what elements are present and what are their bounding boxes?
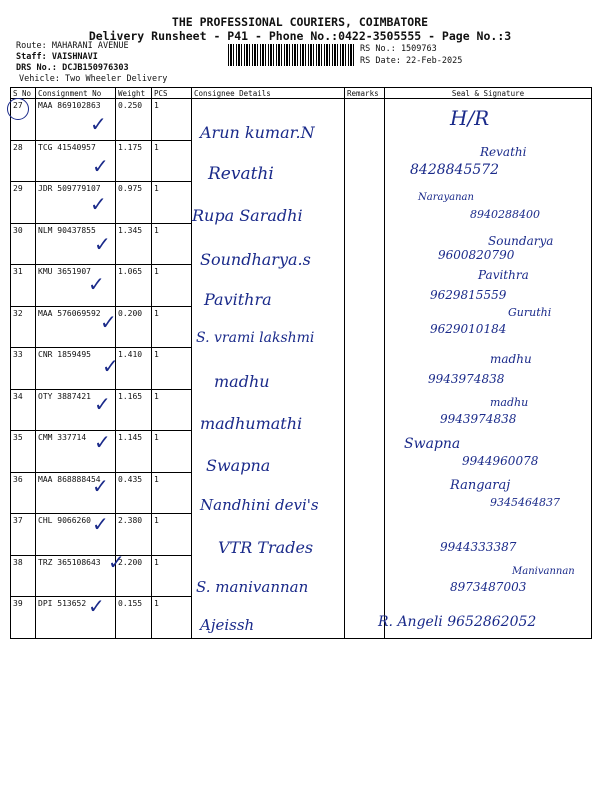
pcs-cell: 1 <box>152 514 192 556</box>
handwritten-signature: Pavithra <box>478 268 529 282</box>
rs-number: RS No.: 1509763 <box>360 44 437 54</box>
drs-value: DCJB150976303 <box>62 63 129 73</box>
consignment-cell: TCG 41540957 <box>36 140 116 182</box>
check-mark-icon: ✓ <box>94 430 111 454</box>
remarks-cell <box>345 306 385 348</box>
weight-cell: 1.345 <box>116 223 152 265</box>
handwritten-signature: madhu <box>490 352 532 366</box>
consignment-cell: DPI 513652 <box>36 597 116 639</box>
pcs-cell: 1 <box>152 431 192 473</box>
handwritten-name: S. manivannan <box>196 578 309 596</box>
sno-cell: 30 <box>11 223 36 265</box>
sno-cell: 32 <box>11 306 36 348</box>
drs-line <box>16 63 129 73</box>
remarks-cell <box>345 99 385 141</box>
sno-cell: 27 <box>11 99 36 141</box>
pcs-cell: 1 <box>152 223 192 265</box>
col-consignee: Consignee Details <box>192 88 345 99</box>
rs-date: RS Date: 22-Feb-2025 <box>360 56 463 66</box>
handwritten-signature: Guruthi <box>508 306 552 319</box>
col-consignment: Consignment No <box>36 88 116 99</box>
check-mark-icon: ✓ <box>92 512 109 536</box>
check-mark-icon: ✓ <box>108 550 125 574</box>
remarks-cell <box>345 140 385 182</box>
col-weight: Weight <box>116 88 152 99</box>
remarks-cell <box>345 431 385 473</box>
pcs-cell: 1 <box>152 348 192 390</box>
vehicle-line: Vehicle: Two Wheeler Delivery <box>19 74 168 84</box>
check-mark-icon: ✓ <box>90 192 107 216</box>
consignment-cell: OTY 3887421 <box>36 389 116 431</box>
handwritten-name: Revathi <box>208 164 274 184</box>
handwritten-phone: 9600820790 <box>438 248 515 262</box>
handwritten-signature: Narayanan <box>418 192 474 203</box>
consignment-cell: CHL 9066260 <box>36 514 116 556</box>
consignment-cell: TRZ 365108643 <box>36 555 116 597</box>
consignment-cell: CNR 1859495 <box>36 348 116 390</box>
handwritten-phone: 9629010184 <box>430 322 507 336</box>
remarks-cell <box>345 223 385 265</box>
check-mark-icon: ✓ <box>92 474 109 498</box>
weight-cell: 0.250 <box>116 99 152 141</box>
remarks-cell <box>345 514 385 556</box>
handwritten-phone: 9629815559 <box>430 288 507 302</box>
handwritten-signature: Soundarya <box>488 234 554 248</box>
route-value: MAHARANI AVENUE <box>51 41 129 51</box>
check-mark-icon: ✓ <box>90 112 107 136</box>
handwritten-signature: R. Angeli 9652862052 <box>378 614 537 630</box>
remarks-cell <box>345 182 385 224</box>
weight-cell: 0.975 <box>116 182 152 224</box>
weight-cell: 1.410 <box>116 348 152 390</box>
consignment-cell: MAA 869102863 <box>36 99 116 141</box>
pcs-cell: 1 <box>152 99 192 141</box>
barcode <box>228 44 355 66</box>
remarks-cell <box>345 472 385 514</box>
remarks-cell <box>345 389 385 431</box>
remarks-cell <box>345 265 385 307</box>
check-mark-icon: ✓ <box>94 392 111 416</box>
consignment-cell: MAA 576069592 <box>36 306 116 348</box>
check-mark-icon: ✓ <box>100 310 117 334</box>
handwritten-phone: 9944333387 <box>440 540 517 554</box>
sno-cell: 35 <box>11 431 36 473</box>
weight-cell: 0.200 <box>116 306 152 348</box>
check-mark-icon: ✓ <box>92 154 109 178</box>
sno-cell: 33 <box>11 348 36 390</box>
sno-cell: 31 <box>11 265 36 307</box>
col-pcs: PCS <box>152 88 192 99</box>
handwritten-name: Swapna <box>206 456 271 475</box>
check-mark-icon: ✓ <box>88 272 105 296</box>
handwritten-signature: Rangaraj <box>450 478 511 493</box>
weight-cell: 0.155 <box>116 597 152 639</box>
drs-label: DRS No.: <box>16 63 57 73</box>
handwritten-signature: Manivannan <box>512 566 575 577</box>
weight-cell: 2.200 <box>116 555 152 597</box>
consignment-cell: MAA 868888454 <box>36 472 116 514</box>
sno-cell: 29 <box>11 182 36 224</box>
handwritten-name: madhumathi <box>200 414 303 433</box>
weight-cell: 2.380 <box>116 514 152 556</box>
handwritten-signature: madhu <box>490 396 529 409</box>
handwritten-name: madhu <box>214 372 270 391</box>
weight-cell: 1.065 <box>116 265 152 307</box>
sno-cell: 28 <box>11 140 36 182</box>
handwritten-name: Arun kumar.N <box>200 123 315 142</box>
staff-label: Staff: <box>16 52 47 62</box>
handwritten-name: VTR Trades <box>218 538 314 557</box>
handwritten-phone: 9943974838 <box>428 372 505 386</box>
pcs-cell: 1 <box>152 555 192 597</box>
handwritten-phone: 8428845572 <box>410 162 500 178</box>
consignment-cell: CMM 337714 <box>36 431 116 473</box>
pcs-cell: 1 <box>152 306 192 348</box>
col-sno: S No <box>11 88 36 99</box>
handwritten-signature: Swapna <box>404 436 461 452</box>
pcs-cell: 1 <box>152 597 192 639</box>
col-seal: Seal & Signature <box>385 88 592 99</box>
route-label: Route: <box>16 41 47 51</box>
handwritten-name: Ajeissh <box>200 616 255 634</box>
remarks-cell <box>345 348 385 390</box>
circled-serial-mark <box>7 98 29 120</box>
staff-value: VAISHNAVI <box>51 52 98 62</box>
pcs-cell: 1 <box>152 389 192 431</box>
check-mark-icon: ✓ <box>94 232 111 256</box>
check-mark-icon: ✓ <box>88 594 105 618</box>
col-remarks: Remarks <box>345 88 385 99</box>
handwritten-signature: H/R <box>450 106 490 130</box>
pcs-cell: 1 <box>152 140 192 182</box>
pcs-cell: 1 <box>152 182 192 224</box>
handwritten-phone: 8973487003 <box>450 580 527 594</box>
handwritten-name: Pavithra <box>204 290 272 309</box>
weight-cell: 0.435 <box>116 472 152 514</box>
handwritten-phone: 9943974838 <box>440 412 517 426</box>
handwritten-name: Nandhini devi's <box>200 496 319 514</box>
sno-cell: 36 <box>11 472 36 514</box>
sno-cell: 39 <box>11 597 36 639</box>
handwritten-name: Soundharya.s <box>200 250 311 269</box>
handwritten-phone: 9944960078 <box>462 454 539 468</box>
route-line <box>16 41 129 51</box>
handwritten-phone: 9345464837 <box>490 496 560 509</box>
consignment-cell: NLM 90437855 <box>36 223 116 265</box>
pcs-cell: 1 <box>152 472 192 514</box>
check-mark-icon: ✓ <box>102 354 119 378</box>
document-title: THE PROFESSIONAL COURIERS, COIMBATORE <box>171 15 429 29</box>
consignment-cell: KMU 3651907 <box>36 265 116 307</box>
sno-cell: 37 <box>11 514 36 556</box>
remarks-cell <box>345 555 385 597</box>
weight-cell: 1.175 <box>116 140 152 182</box>
staff-line <box>16 52 98 62</box>
handwritten-name: Rupa Saradhi <box>192 206 303 225</box>
consignment-cell: JDR 509779107 <box>36 182 116 224</box>
sno-cell: 34 <box>11 389 36 431</box>
handwritten-name: S. vrami lakshmi <box>196 330 315 346</box>
document-subtitle: Delivery Runsheet - P41 - Phone No.:0422-3505555 - Page No.:3 <box>88 29 512 43</box>
weight-cell: 1.165 <box>116 389 152 431</box>
sno-cell: 38 <box>11 555 36 597</box>
handwritten-signature: Revathi <box>480 145 527 159</box>
handwritten-phone: 8940288400 <box>470 208 540 221</box>
pcs-cell: 1 <box>152 265 192 307</box>
table-header <box>11 88 592 99</box>
weight-cell: 1.145 <box>116 431 152 473</box>
